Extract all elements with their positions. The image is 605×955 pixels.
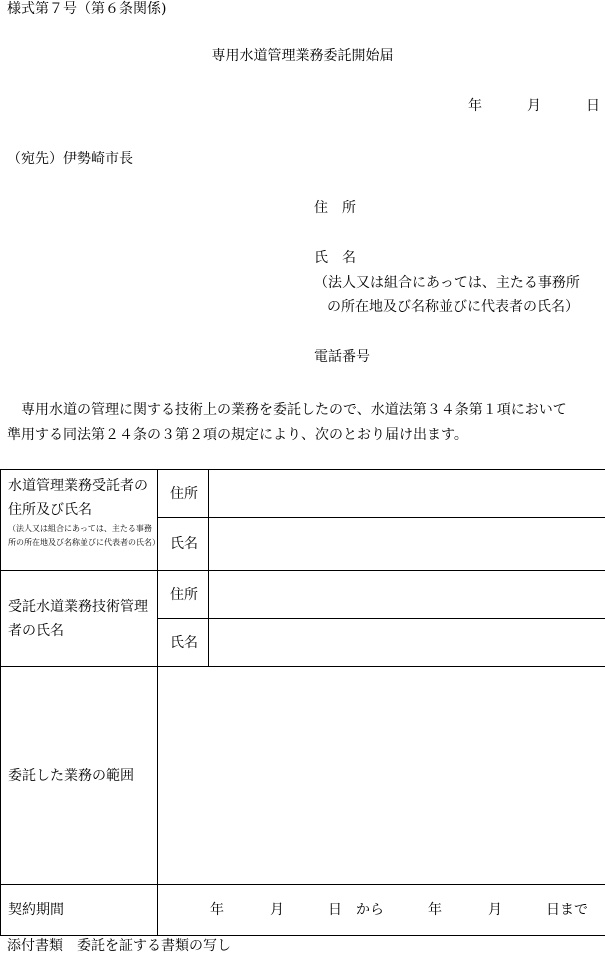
period-from: から [356,898,384,922]
contractor-address-label: 住所 [158,470,209,518]
manager-name-label: 氏名 [158,619,209,667]
manager-heading: 受託水道業務技術管理者の氏名 [8,599,148,639]
notification-table [0,469,605,936]
period-start-month: 月 [270,898,284,922]
period-end-month: 月 [488,898,502,922]
date-year-label: 年 [468,97,482,115]
contractor-heading: 水道管理業務受託者の住所及び氏名 [8,478,148,518]
applicant-phone-label: 電話番号 [314,348,370,366]
date-month-label: 月 [527,97,541,115]
applicant-name-label: 氏 名 [314,249,356,267]
applicant-address-label: 住 所 [314,199,356,217]
contractor-name-field[interactable] [209,518,605,571]
period-heading: 契約期間 [8,902,64,918]
date-day-label: 日 [586,97,600,115]
period-heading-cell [1,885,158,936]
body-line2: 準用する同法第２４条の３第２項の規定により、次のとおり届け出ます。 [7,427,468,443]
contractor-address-field[interactable] [209,470,605,518]
form-number: 様式第７号（第６条関係) [7,0,166,18]
corporate-note-line1: （法人又は組合にあっては、主たる事務所 [314,274,580,292]
scope-heading: 委託した業務の範囲 [8,768,134,784]
document-title: 専用水道管理業務委託開始届 [0,47,605,65]
addressee: （宛先）伊勢崎市長 [7,150,133,168]
manager-heading-cell [1,571,158,667]
period-start-year: 年 [210,898,224,922]
period-field[interactable] [158,885,605,936]
contractor-name-label: 氏名 [158,518,209,571]
manager-address-label: 住所 [158,571,209,619]
manager-name-field[interactable] [209,619,605,667]
contractor-heading-cell [1,470,158,571]
scope-heading-cell [1,667,158,885]
period-until: 日まで [546,898,588,922]
manager-address-field[interactable] [209,571,605,619]
period-start-day: 日 [328,898,342,922]
scope-field[interactable] [158,667,605,885]
period-end-year: 年 [428,898,442,922]
corporate-note-line2: の所在地及び名称並びに代表者の氏名） [327,298,579,316]
body-line1: 専用水道の管理に関する技術上の業務を委託したので、水道法第３４条第１項において [21,402,567,418]
attachment-note: 添付書類 委託を証する書類の写し [7,937,231,955]
body-paragraph [7,398,605,448]
contractor-note: （法人又は組合にあっては、主たる事務所の所在地及び名称並びに代表者の氏名） [8,522,157,550]
